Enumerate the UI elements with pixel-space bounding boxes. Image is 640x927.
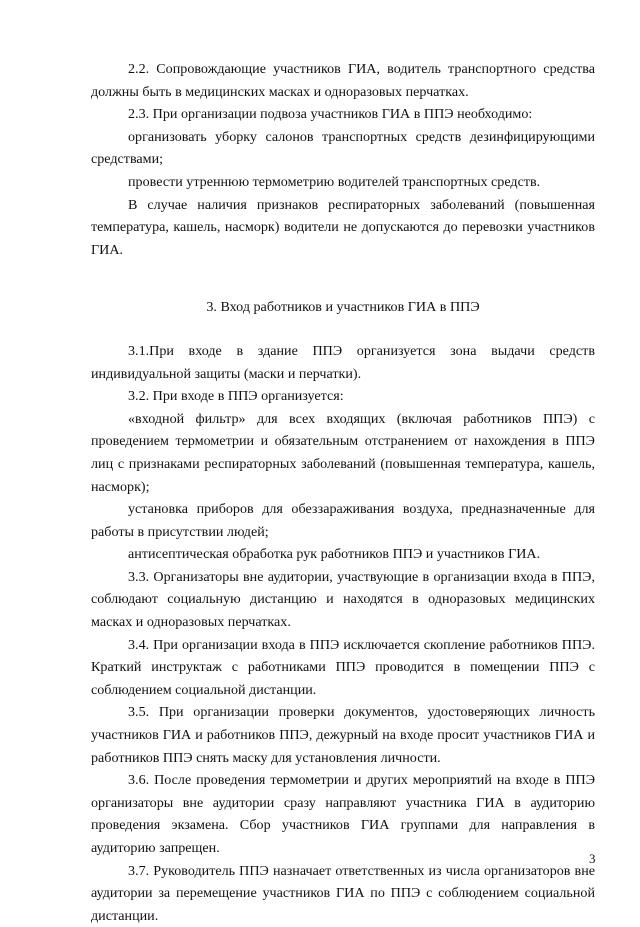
paragraph-air-devices: установка приборов для обеззараживания воздуха, предназначенные для работы в присутствии людей; — [91, 501, 595, 540]
paragraph-3-6: 3.6. После проведения термометрии и других мероприятий на входе в ППЭ организаторы вне аудитории сразу направляют участника ГИА в аудиторию проведения экзамена. Сбор участников ГИА группами для направления в аудиторию запрещен. — [91, 772, 595, 856]
paragraph-2-2: 2.2. Сопровождающие участников ГИА, водитель транспортного средства должны быть в медицинских масках и одноразовых перчатках. — [91, 61, 595, 100]
section-gap-bottom — [91, 319, 595, 340]
page-number: 3 — [589, 851, 596, 866]
paragraph-hand-antiseptic: антисептическая обработка рук работников ППЭ и участников ГИА. — [128, 546, 541, 563]
paragraph-thermometry-drivers: провести утреннюю термометрию водителей транспортных средств. — [128, 173, 541, 190]
document-body — [91, 58, 595, 927]
section-gap-top — [91, 261, 595, 296]
paragraph-3-3: 3.3. Организаторы вне аудитории, участвующие в организации входа в ППЭ, соблюдают социальную дистанцию и находятся в одноразовых медицинских масках и одноразовых перчатках. — [91, 568, 595, 631]
paragraph-3-2: 3.2. При входе в ППЭ организуется: — [128, 388, 344, 405]
paragraph-drivers-restriction: В случае наличия признаков респираторных заболеваний (повышенная температура, кашель, насморк) водители не допускаются до перевозки участников ГИА. — [91, 196, 595, 258]
section-heading: 3. Вход работников и участников ГИА в ППЭ — [206, 299, 480, 316]
paragraph-3-1: 3.1.При входе в здание ППЭ организуется зона выдачи средств индивидуальной защиты (маски и перчатки). — [91, 342, 595, 382]
paragraph-cleaning: организовать уборку салонов транспортных средств дезинфицирующими средствами; — [91, 128, 595, 168]
paragraph-3-7: 3.7. Руководитель ППЭ назначает ответственных из числа организаторов вне аудитории за перемещение участников ГИА по ППЭ с соблюдением социальной дистанции. — [91, 862, 595, 924]
paragraph-2-3: 2.3. При организации подвоза участников ГИА в ППЭ необходимо: — [128, 106, 533, 123]
paragraph-3-5: 3.5. При организации проверки документов, удостоверяющих личность участников ГИА и работников ППЭ, дежурный на входе просит участников ГИА и работников ППЭ снять маску для установления личности. — [91, 704, 595, 766]
paragraph-3-4: 3.4. При организации входа в ППЭ исключается скопление работников ППЭ. Краткий инструктаж с работниками ППЭ проводится в помещении ППЭ с соблюдением социальной дистанции. — [91, 636, 595, 698]
paragraph-entry-filter: «входной фильтр» для всех входящих (включая работников ППЭ) с проведением термометрии и обязательным отстранением от нахождения в ППЭ лиц с признаками респираторных заболеваний (повышенная температура, кашель, насморк); — [91, 410, 595, 495]
